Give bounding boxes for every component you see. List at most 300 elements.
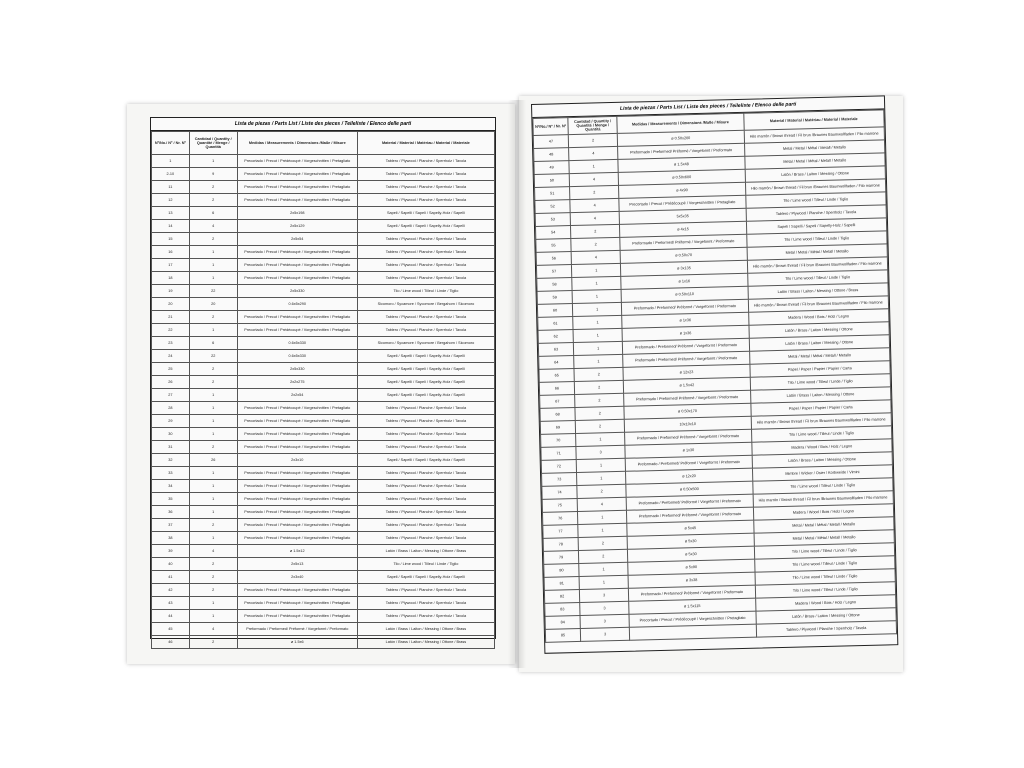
measurement-cell: Precortado / Precut / Prédécoupé / Vorgeschnitten / Pretagliato bbox=[629, 611, 756, 627]
right-parts-list bbox=[531, 95, 898, 653]
part-number-cell: 51 bbox=[535, 187, 570, 201]
measurement-cell: Preformado / Preformed/ Préformé / Vorgeformt / Preformato bbox=[237, 623, 357, 636]
quantity-cell: 2 bbox=[189, 181, 237, 194]
material-cell: Hilo marrón / Brown thread / Fil brun /Braunes Baumwollfaden / Filo marrone bbox=[748, 296, 889, 312]
material-cell: Metal / Metal / Métal / Metall / Metallo bbox=[749, 348, 890, 364]
measurement-cell: ø 12x20 bbox=[626, 468, 753, 484]
part-number-cell: 46 bbox=[152, 636, 190, 649]
quantity-cell: 2 bbox=[189, 376, 237, 389]
table-row bbox=[152, 376, 495, 389]
quantity-cell: 2 bbox=[571, 237, 620, 251]
measurement-cell: 2x5x198 bbox=[237, 207, 357, 220]
measurement-cell: Precortado / Precut / Prédécoupé / Vorgeschnitten / Pretagliato bbox=[237, 584, 357, 597]
material-cell: Tablero / Plywood / Planche / Sperrholz / Tavola bbox=[357, 519, 494, 532]
material-cell: Latón / Brass / Laiton / Messing / Ottone / Brass bbox=[357, 636, 494, 649]
table-row bbox=[152, 168, 495, 181]
measurement-cell: Precortado / Precut / Prédécoupé / Vorgeschnitten / Pretagliato bbox=[237, 480, 357, 493]
material-cell: Tilo / Lime wood / Tilleul / Linde / Tiglio bbox=[755, 569, 896, 585]
part-number-cell: 39 bbox=[152, 545, 190, 558]
part-number-cell: 55 bbox=[536, 239, 571, 253]
material-cell: Tablero / Plywood / Planche / Sperrholz / Tavola bbox=[357, 168, 494, 181]
left-parts-list bbox=[150, 117, 496, 644]
part-number-cell: 28 bbox=[152, 402, 190, 415]
quantity-cell: 1 bbox=[579, 562, 628, 576]
quantity-cell: 1 bbox=[189, 597, 237, 610]
measurement-cell: ø 3x38 bbox=[628, 572, 755, 588]
measurement-cell: 2x2x275 bbox=[237, 376, 357, 389]
part-number-cell: 37 bbox=[152, 519, 190, 532]
material-cell: Sicomoro / Sycamore / Sycomore / Bergahorn / Sicomoro bbox=[357, 337, 494, 350]
material-cell: Tablero / Plywood / Planche / Sperrholz / Tavola bbox=[357, 246, 494, 259]
material-cell: Tilo / Lime wood / Tilleul / Linde / Tiglio bbox=[754, 556, 895, 572]
part-number-cell: 60 bbox=[537, 304, 572, 318]
material-cell: Madera / Wood / Bois / Holz / Legno bbox=[751, 439, 892, 455]
material-cell: Tablero / Plywood / Planche / Sperrholz / Tavola bbox=[357, 428, 494, 441]
measurement-cell: 2x3x10 bbox=[237, 454, 357, 467]
table-row bbox=[152, 545, 495, 558]
part-number-cell: 16 bbox=[152, 246, 190, 259]
quantity-cell: 2 bbox=[189, 363, 237, 376]
quantity-cell: 1 bbox=[189, 428, 237, 441]
part-number-cell: 81 bbox=[544, 576, 579, 590]
measurement-cell: Preformado / Preformed/ Préformé / Vorgeformt / Preformato bbox=[626, 494, 753, 510]
quantity-cell: 1 bbox=[189, 467, 237, 480]
table-row bbox=[152, 415, 495, 428]
quantity-cell: 1 bbox=[189, 324, 237, 337]
table-row bbox=[152, 467, 495, 480]
measurement-cell: 5x5x35 bbox=[619, 208, 746, 224]
quantity-cell: 26 bbox=[189, 454, 237, 467]
book-gutter bbox=[508, 100, 526, 668]
material-cell: Tilo / Lime wood / Tilleul / Linde / Tiglio bbox=[750, 374, 891, 390]
material-cell: Tilo / Lime wood / Tilleul / Linde / Tiglio bbox=[746, 231, 887, 247]
part-number-cell: 29 bbox=[152, 415, 190, 428]
part-number-cell: 25 bbox=[152, 363, 190, 376]
measurement-cell: Precortado / Precut / Prédécoupé / Vorgeschnitten / Pretagliato bbox=[237, 519, 357, 532]
part-number-cell: 32 bbox=[152, 454, 190, 467]
quantity-cell: 2 bbox=[574, 367, 623, 381]
material-cell: Sapeli / Sapelli / Sapeli / Sapelly-Holz / Sapelli bbox=[746, 218, 887, 234]
material-cell: Tilo / Lime wood / Tilleul / Linde / Tiglio bbox=[752, 478, 893, 494]
material-cell: Hilo marrón / Brown thread / Fil brun /Braunes Baumwollfaden / Filo marrone bbox=[751, 413, 892, 429]
measurement-cell: ø 3x135 bbox=[621, 260, 748, 276]
quantity-cell: 22 bbox=[189, 285, 237, 298]
quantity-cell: 1 bbox=[189, 610, 237, 623]
measurement-cell: Preformado / Preformed/ Préformé / Vorgeformt / Preformato bbox=[624, 390, 751, 406]
quantity-cell: 1 bbox=[576, 458, 625, 472]
header-material: Material / Material / Matériau / Material / Materiale bbox=[743, 110, 884, 130]
part-number-cell: 63 bbox=[538, 343, 573, 357]
quantity-cell: 4 bbox=[569, 146, 618, 160]
measurement-cell: Precortado / Precut / Prédécoupé / Vorgeschnitten / Pretagliato bbox=[237, 259, 357, 272]
material-cell: Tilo / Lime wood / Tilleul / Linde / Tiglio bbox=[751, 426, 892, 442]
material-cell: Tilo / Lime wood / Tilleul / Linde / Tiglio bbox=[357, 285, 494, 298]
measurement-cell: 0.6x5x330 bbox=[237, 337, 357, 350]
material-cell: Tablero / Plywood / Planche / Sperrholz / Tavola bbox=[357, 441, 494, 454]
part-number-cell: 64 bbox=[539, 356, 574, 370]
material-cell: Madera / Wood / Bois / Holz / Legno bbox=[748, 309, 889, 325]
part-number-cell: 12 bbox=[152, 194, 190, 207]
quantity-cell: 1 bbox=[576, 432, 625, 446]
table-row bbox=[152, 298, 495, 311]
material-cell: Tablero / Plywood / Planche / Sperrholz / Tavola bbox=[357, 493, 494, 506]
quantity-cell: 3 bbox=[580, 614, 629, 628]
part-number-cell: 57 bbox=[536, 265, 571, 279]
measurement-cell: Preformado / Preformed/ Préformé / Vorgeformt / Preformato bbox=[625, 429, 752, 445]
measurement-cell: ø 1.5x115 bbox=[629, 598, 756, 614]
measurement-cell: Precortado / Precut / Prédécoupé / Vorgeschnitten / Pretagliato bbox=[237, 246, 357, 259]
table-row bbox=[152, 181, 495, 194]
part-number-cell: 2-10 bbox=[152, 168, 190, 181]
measurement-cell: Preformado / Preformed/ Préformé / Vorgeformt / Preformato bbox=[625, 455, 752, 471]
quantity-cell: 1 bbox=[189, 493, 237, 506]
material-cell: Tablero / Plywood / Planche / Sperrholz / Tavola bbox=[357, 597, 494, 610]
quantity-cell: 1 bbox=[189, 272, 237, 285]
measurement-cell: Precortado / Precut / Prédécoupé / Vorgeschnitten / Pretagliato bbox=[237, 168, 357, 181]
part-number-cell: 34 bbox=[152, 480, 190, 493]
quantity-cell: 3 bbox=[576, 445, 625, 459]
part-number-cell: 24 bbox=[152, 350, 190, 363]
measurement-cell: ø 0.50x500 bbox=[626, 481, 753, 497]
quantity-cell: 2 bbox=[568, 133, 617, 147]
measurement-cell: Precortado / Precut / Prédécoupé / Vorgeschnitten / Pretagliato bbox=[237, 428, 357, 441]
quantity-cell: 1 bbox=[189, 480, 237, 493]
table-row bbox=[152, 207, 495, 220]
part-number-cell: 52 bbox=[535, 200, 570, 214]
part-number-cell: 26 bbox=[152, 376, 190, 389]
part-number-cell: 82 bbox=[544, 589, 579, 603]
part-number-cell: 84 bbox=[545, 615, 580, 629]
part-number-cell: 42 bbox=[152, 584, 190, 597]
part-number-cell: 80 bbox=[544, 563, 579, 577]
part-number-cell: 59 bbox=[537, 291, 572, 305]
quantity-cell: 1 bbox=[189, 506, 237, 519]
quantity-cell: 6 bbox=[189, 207, 237, 220]
material-cell: Tablero / Plywood / Planche / Sperrholz / Tavola bbox=[357, 155, 494, 168]
header-number: Nº/No./ Nº / Nr. Nº bbox=[152, 132, 190, 155]
material-cell: Hilo marrón / Brown thread / Fil brun /Braunes Baumwollfaden / Filo marrone bbox=[744, 127, 885, 143]
material-cell: Tablero / Plywood / Planche / Sperrholz / Tavola bbox=[357, 415, 494, 428]
material-cell: Sapeli / Sapelli / Sapeli / Sapelly-Holz / Sapelli bbox=[357, 389, 494, 402]
material-cell: Hilo marrón / Brown thread / Fil brun /Braunes Baumwollfaden / Filo marrone bbox=[747, 257, 888, 273]
quantity-cell: 2 bbox=[189, 558, 237, 571]
material-cell: Sapeli / Sapelli / Sapeli / Sapelly-Holz / Sapelli bbox=[357, 207, 494, 220]
material-cell: Latón / Brass / Laiton / Messing / Ottone / Brass bbox=[357, 545, 494, 558]
material-cell: Latón / Brass / Laiton / Messing / Ottone / Brass bbox=[748, 283, 889, 299]
measurement-cell: ø 1.5x12 bbox=[237, 545, 357, 558]
quantity-cell: 4 bbox=[569, 172, 618, 186]
part-number-cell: 66 bbox=[539, 382, 574, 396]
right-parts-table bbox=[532, 109, 897, 642]
quantity-cell: 2 bbox=[189, 311, 237, 324]
material-cell: Tilo / Lime wood / Tilleul / Linde / Tiglio bbox=[745, 192, 886, 208]
part-number-cell: 79 bbox=[543, 550, 578, 564]
material-cell: Sapeli / Sapelli / Sapeli / Sapelly-Holz / Sapelli bbox=[357, 571, 494, 584]
part-number-cell: 30 bbox=[152, 428, 190, 441]
material-cell: Tablero / Plywood / Planche / Sperrholz / Tavola bbox=[357, 506, 494, 519]
table-row bbox=[152, 428, 495, 441]
measurement-cell: Preformado / Preformed/ Préformé / Vorgeformt / Preformato bbox=[629, 585, 756, 601]
measurement-cell: Preformado / Preformed/ Préformé / Vorgeformt / Preformato bbox=[620, 234, 747, 250]
quantity-cell: 1 bbox=[573, 315, 622, 329]
table-row bbox=[152, 324, 495, 337]
table-row bbox=[152, 337, 495, 350]
measurement-cell: ø 0.50x110 bbox=[621, 286, 748, 302]
measurement-cell: 2x5x129 bbox=[237, 220, 357, 233]
table-row bbox=[152, 155, 495, 168]
quantity-cell: 6 bbox=[189, 337, 237, 350]
table-row bbox=[152, 623, 495, 636]
quantity-cell: 4 bbox=[571, 250, 620, 264]
material-cell: Tablero / Plywood / Planche / Sperrholz / Tavola bbox=[357, 194, 494, 207]
material-cell: Latón / Brass / Laiton / Messing / Ottone bbox=[749, 322, 890, 338]
material-cell: Tablero / Plywood / Planche / Sperrholz / Tavola bbox=[357, 272, 494, 285]
part-number-cell: 65 bbox=[539, 369, 574, 383]
material-cell: Sapeli / Sapelli / Sapeli / Sapelly-Holz / Sapelli bbox=[357, 363, 494, 376]
quantity-cell: 1 bbox=[578, 523, 627, 537]
measurement-cell: 2x5x330 bbox=[237, 363, 357, 376]
measurement-cell: Precortado / Precut / Prédécoupé / Vorgeschnitten / Pretagliato bbox=[237, 402, 357, 415]
part-number-cell: 40 bbox=[152, 558, 190, 571]
quantity-cell: 1 bbox=[189, 389, 237, 402]
left-parts-table bbox=[151, 131, 495, 649]
material-cell: Tablero / Plywood / Planche / Sperrholz / Tavola bbox=[357, 467, 494, 480]
table-row bbox=[152, 519, 495, 532]
quantity-cell: 2 bbox=[578, 536, 627, 550]
quantity-cell: 1 bbox=[572, 302, 621, 316]
measurement-cell: ø 1x30 bbox=[625, 442, 752, 458]
part-number-cell: 71 bbox=[541, 447, 576, 461]
material-cell: Latón / Brass / Laiton / Messing / Ottone bbox=[752, 452, 893, 468]
material-cell: Tablero / Plywood / Planche / Sperrholz / Tavola bbox=[357, 584, 494, 597]
measurement-cell: 2x2x54 bbox=[237, 389, 357, 402]
part-number-cell: 83 bbox=[545, 602, 580, 616]
quantity-cell: 2 bbox=[575, 393, 624, 407]
material-cell: Papel / Paper / Papier / Papier / Carta bbox=[750, 400, 891, 416]
part-number-cell: 19 bbox=[152, 285, 190, 298]
left-page-title: Lista de piezas / Parts List / Liste des pieces / Teileliste / Elenco delle parti bbox=[151, 118, 495, 131]
quantity-cell: 1 bbox=[572, 263, 621, 277]
header-measurements: Medidas / Measurements / Dimensions /Maße / Misure bbox=[237, 132, 357, 155]
part-number-cell: 69 bbox=[540, 421, 575, 435]
table-row bbox=[152, 571, 495, 584]
measurement-cell: Preformado / Preformed/ Préformé / Vorgeformt / Preformato bbox=[623, 338, 750, 354]
part-number-cell: 56 bbox=[536, 252, 571, 266]
table-row bbox=[152, 311, 495, 324]
quantity-cell: 2 bbox=[189, 519, 237, 532]
quantity-cell: 1 bbox=[189, 532, 237, 545]
table-row bbox=[152, 259, 495, 272]
part-number-cell: 85 bbox=[545, 628, 580, 642]
right-table-body bbox=[533, 127, 896, 642]
quantity-cell: 1 bbox=[574, 354, 623, 368]
material-cell: Tablero / Plywood / Planche / Sperrholz / Tavola bbox=[357, 402, 494, 415]
measurement-cell: Precortado / Precut / Prédécoupé / Vorgeschnitten / Pretagliato bbox=[237, 415, 357, 428]
quantity-cell: 1 bbox=[569, 159, 618, 173]
quantity-cell: 2 bbox=[577, 484, 626, 498]
table-row bbox=[152, 194, 495, 207]
quantity-cell: 2 bbox=[189, 571, 237, 584]
table-row bbox=[152, 246, 495, 259]
header-quantity: Cantidad / Quantity / Quantité / Menge / Quantità bbox=[568, 116, 618, 134]
part-number-cell: 22 bbox=[152, 324, 190, 337]
measurement-cell: ø 0.50x600 bbox=[618, 169, 745, 185]
measurement-cell: ø 12x23 bbox=[623, 364, 750, 380]
measurement-cell: 10x10x10 bbox=[624, 416, 751, 432]
table-row bbox=[152, 610, 495, 623]
table-row bbox=[152, 480, 495, 493]
measurement-cell: ø 4x90 bbox=[619, 182, 746, 198]
measurement-cell: Preformado / Preformed/ Préformé / Vorgeformt / Preformato bbox=[618, 143, 745, 159]
part-number-cell: 38 bbox=[152, 532, 190, 545]
table-row bbox=[152, 584, 495, 597]
measurement-cell: ø 5x30 bbox=[628, 546, 755, 562]
measurement-cell: ø 1.5x6 bbox=[237, 636, 357, 649]
material-cell: Tablero / Plywood / Planche / Sperrholz / Tavola bbox=[357, 480, 494, 493]
material-cell: Papel / Paper / Papier / Papier / Carta bbox=[750, 361, 891, 377]
table-row bbox=[152, 363, 495, 376]
measurement-cell: 2x5x330 bbox=[237, 285, 357, 298]
quantity-cell: 2 bbox=[575, 419, 624, 433]
part-number-cell: 44 bbox=[152, 610, 190, 623]
material-cell: Metal / Metal / Métal / Metall / Metallo bbox=[744, 140, 885, 156]
material-cell: Tablero / Plywood / Planche / Sperrholz / Tavola bbox=[756, 621, 897, 637]
measurement-cell: Precortado / Precut / Prédécoupé / Vorgeschnitten / Pretagliato bbox=[237, 311, 357, 324]
quantity-cell: 1 bbox=[578, 510, 627, 524]
part-number-cell: 48 bbox=[534, 148, 569, 162]
material-cell: Latón / Brass / Laiton / Messing / Ottone bbox=[745, 166, 886, 182]
quantity-cell: 2 bbox=[574, 380, 623, 394]
material-cell: Madera / Wood / Bois / Holz / Legno bbox=[755, 595, 896, 611]
material-cell: Latón / Brass / Laiton / Messing / Ottone bbox=[756, 608, 897, 624]
measurement-cell: 2x5x13 bbox=[237, 558, 357, 571]
part-number-cell: 36 bbox=[152, 506, 190, 519]
quantity-cell: 4 bbox=[189, 545, 237, 558]
part-number-cell: 50 bbox=[534, 174, 569, 188]
quantity-cell: 4 bbox=[577, 497, 626, 511]
part-number-cell: 27 bbox=[152, 389, 190, 402]
material-cell: Tablero / Plywood / Planche / Sperrholz / Tavola bbox=[357, 181, 494, 194]
part-number-cell: 68 bbox=[540, 408, 575, 422]
quantity-cell: 1 bbox=[572, 289, 621, 303]
quantity-cell: 9 bbox=[189, 168, 237, 181]
measurement-cell: Precortado / Precut / Prédécoupé / Vorgeschnitten / Pretagliato bbox=[237, 493, 357, 506]
measurement-cell bbox=[630, 624, 757, 640]
quantity-cell: 4 bbox=[570, 211, 619, 225]
measurement-cell: Precortado / Precut / Prédécoupé / Vorgeschnitten / Pretagliato bbox=[237, 610, 357, 623]
part-number-cell: 11 bbox=[152, 181, 190, 194]
measurement-cell: ø 4x15 bbox=[620, 221, 747, 237]
table-row bbox=[152, 285, 495, 298]
material-cell: Metal / Metal / Métal / Metall / Metallo bbox=[744, 153, 885, 169]
measurement-cell: ø 5x30 bbox=[627, 533, 754, 549]
part-number-cell: 74 bbox=[542, 485, 577, 499]
material-cell: Tilo / Lime wood / Tilleul / Linde / Tiglio bbox=[754, 543, 895, 559]
material-cell: Sicomoro / Sycamore / Sycomore / Bergahorn / Sicomoro bbox=[357, 298, 494, 311]
quantity-cell: 1 bbox=[189, 402, 237, 415]
measurement-cell: Precortado / Precut / Prédécoupé / Vorgeschnitten / Pretagliato bbox=[237, 181, 357, 194]
table-row bbox=[152, 441, 495, 454]
measurement-cell: Precortado / Precut / Prédécoupé / Vorgeschnitten / Pretagliato bbox=[237, 441, 357, 454]
part-number-cell: 33 bbox=[152, 467, 190, 480]
measurement-cell: Precortado / Precut / Prédécoupé / Vorgeschnitten / Pretagliato bbox=[237, 597, 357, 610]
material-cell: Tablero / Plywood / Planche / Sperrholz / Tavola bbox=[357, 532, 494, 545]
quantity-cell: 1 bbox=[573, 341, 622, 355]
header-material: Material / Material / Matériau / Material / Materiale bbox=[357, 132, 494, 155]
table-row bbox=[152, 233, 495, 246]
measurement-cell: ø 5x90 bbox=[628, 559, 755, 575]
material-cell: Tilo / Lime wood / Tilleul / Linde / Tiglio bbox=[357, 558, 494, 571]
header-number: Nº/No./ Nº / Nr. Nº bbox=[533, 118, 568, 136]
part-number-cell: 18 bbox=[152, 272, 190, 285]
quantity-cell: 4 bbox=[189, 623, 237, 636]
material-cell: Hilo marrón / Brown thread / Fil brun /Braunes Baumwollfaden / Filo marrone bbox=[745, 179, 886, 195]
table-header-row bbox=[152, 132, 495, 155]
part-number-cell: 47 bbox=[533, 135, 568, 149]
right-page-title: Lista de piezas / Parts List / Liste des pieces / Teileliste / Elenco delle parti bbox=[532, 96, 884, 118]
material-cell: Metal / Metal / Métal / Metall / Metallo bbox=[754, 530, 895, 546]
quantity-cell: 3 bbox=[579, 588, 628, 602]
part-number-cell: 20 bbox=[152, 298, 190, 311]
table-row bbox=[152, 506, 495, 519]
material-cell: Tablero / Plywood / Planche / Sperrholz / Tavola bbox=[746, 205, 887, 221]
material-cell: Tilo / Lime wood / Tilleul / Linde / Tiglio bbox=[747, 270, 888, 286]
measurement-cell: ø 5x45 bbox=[627, 520, 754, 536]
quantity-cell: 2 bbox=[579, 549, 628, 563]
measurement-cell: 2x5x54 bbox=[237, 233, 357, 246]
part-number-cell: 43 bbox=[152, 597, 190, 610]
measurement-cell: ø 1.5x42 bbox=[623, 377, 750, 393]
part-number-cell: 76 bbox=[542, 511, 577, 525]
measurement-cell: Precortado / Precut / Prédécoupé / Vorgeschnitten / Pretagliato bbox=[237, 467, 357, 480]
quantity-cell: 4 bbox=[570, 198, 619, 212]
measurement-cell: ø 1.5x48 bbox=[618, 156, 745, 172]
table-row bbox=[152, 389, 495, 402]
table-row bbox=[152, 402, 495, 415]
part-number-cell: 61 bbox=[538, 317, 573, 331]
measurement-cell: 2x3x40 bbox=[237, 571, 357, 584]
measurement-cell: 0.6x5x290 bbox=[237, 298, 357, 311]
quantity-cell: 2 bbox=[571, 224, 620, 238]
measurement-cell: ø 0.50x70 bbox=[620, 247, 747, 263]
quantity-cell: 2 bbox=[189, 441, 237, 454]
measurement-cell: Precortado / Precut / Prédécoupé / Vorgeschnitten / Pretagliato bbox=[237, 155, 357, 168]
part-number-cell: 21 bbox=[152, 311, 190, 324]
material-cell: Mimbre / Wicker / Osier / Korbweide / Vimini bbox=[752, 465, 893, 481]
measurement-cell: Preformado / Preformed/ Préformé / Vorgeformt / Preformato bbox=[627, 507, 754, 523]
part-number-cell: 67 bbox=[540, 395, 575, 409]
part-number-cell: 45 bbox=[152, 623, 190, 636]
quantity-cell: 1 bbox=[573, 328, 622, 342]
part-number-cell: 62 bbox=[538, 330, 573, 344]
part-number-cell: 1 bbox=[152, 155, 190, 168]
material-cell: Madera / Wood / Bois / Holz / Legno bbox=[753, 504, 894, 520]
quantity-cell: 1 bbox=[572, 276, 621, 290]
material-cell: Metal / Metal / Métal / Metall / Metallo bbox=[753, 517, 894, 533]
part-number-cell: 73 bbox=[542, 472, 577, 486]
left-table-body bbox=[152, 155, 495, 649]
material-cell: Tilo / Lime wood / Tilleul / Linde / Tiglio bbox=[755, 582, 896, 598]
quantity-cell: 1 bbox=[189, 155, 237, 168]
table-row bbox=[152, 532, 495, 545]
material-cell: Tablero / Plywood / Planche / Sperrholz / Tavola bbox=[357, 610, 494, 623]
part-number-cell: 41 bbox=[152, 571, 190, 584]
measurement-cell: Precortado / Precut / Prédécoupé / Vorgeschnitten / Pretagliato bbox=[619, 195, 746, 211]
table-row bbox=[152, 454, 495, 467]
measurement-cell: ø 0.50x200 bbox=[617, 130, 744, 146]
material-cell: Sapeli / Sapelli / Sapeli / Sapelly-Holz / Sapelli bbox=[357, 220, 494, 233]
material-cell: Sapeli / Sapelli / Sapeli / Sapelly-Holz / Sapelli bbox=[357, 454, 494, 467]
